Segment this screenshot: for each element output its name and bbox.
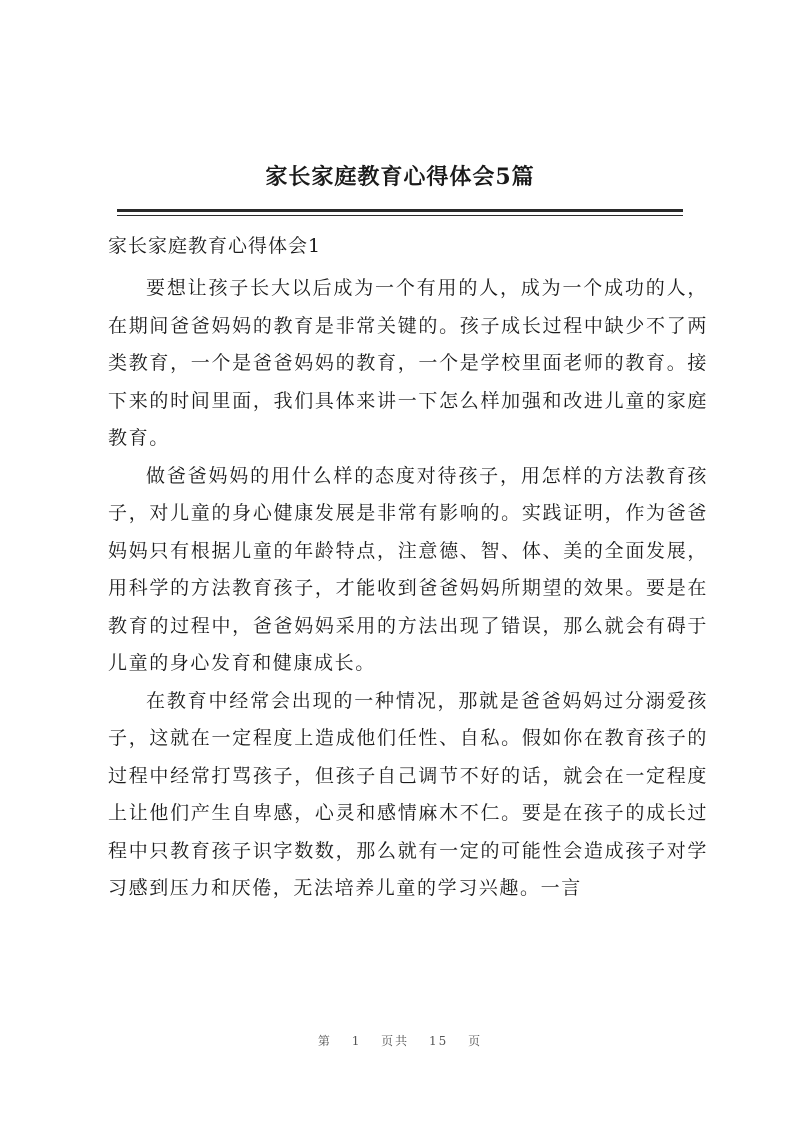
footer-total-pages: 15 xyxy=(429,1034,449,1048)
footer-prefix: 第 xyxy=(317,1034,332,1048)
footer-page-number: 1 xyxy=(351,1034,362,1048)
title-divider-thick xyxy=(117,209,683,212)
document-title: 家长家庭教育心得体会5篇 xyxy=(265,164,535,190)
footer-suffix: 页 xyxy=(468,1034,483,1048)
paragraph-1: 要想让孩子长大以后成为一个有用的人，成为一个成功的人，在期间爸爸妈妈的教育是非常关键的。孩子成长过程中缺少不了两类教育，一个是爸爸妈妈的教育，一个是学校里面老师的教育。接下来的时间里面，我们具体来讲一下怎么样加强和改进儿童的家庭教育。 xyxy=(108,277,708,449)
paragraph-3: 在教育中经常会出现的一种情况，那就是爸爸妈妈过分溺爱孩子，这就在一定程度上造成他们任性、自私。假如你在教育孩子的过程中经常打骂孩子，但孩子自己调节不好的话，就会在一定程度上让他们产生自卑感，心灵和感情麻木不仁。要是在孩子的成长过程中只教育孩子识字数数，那么就有一定的可能性会造成孩子对学习感到压力和厌倦，无法培养儿童的学习兴趣。一言 xyxy=(108,689,708,899)
title-divider-thin xyxy=(117,215,683,216)
document-body xyxy=(108,228,708,908)
footer-middle: 页共 xyxy=(381,1034,410,1048)
paragraph-2: 做爸爸妈妈的用什么样的态度对待孩子，用怎样的方法教育孩子，对儿童的身心健康发展是非常有影响的。实践证明，作为爸爸妈妈只有根据儿童的年龄特点，注意德、智、体、美的全面发展，用科学的方法教育孩子，才能收到爸爸妈妈所期望的效果。要是在教育的过程中，爸爸妈妈采用的方法出现了错误，那么就会有碍于儿童的身心发育和健康成长。 xyxy=(108,464,708,674)
section-heading: 家长家庭教育心得体会1 xyxy=(108,235,322,257)
page-footer xyxy=(0,1032,800,1049)
